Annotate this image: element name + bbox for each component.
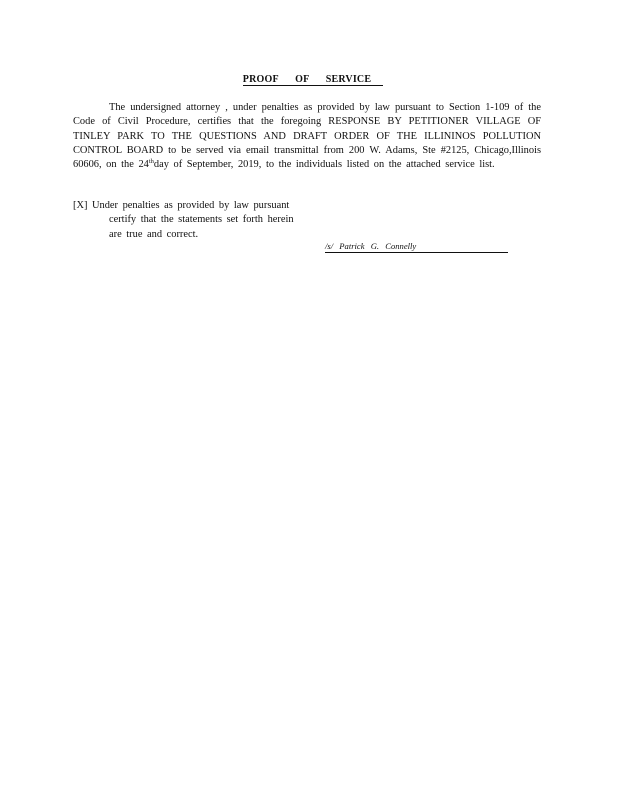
certification-line-3: are true and correct. xyxy=(109,228,199,240)
document-title-wrapper xyxy=(0,74,618,86)
certification-line-1: [X] Under penalties as provided by law pursuant xyxy=(73,200,290,211)
proof-paragraph-text: The undersigned attorney , under penalties as provided by law pursuant to Section 1-109 of the Code of Civil Procedure, certifies that the foregoing RESPONSE BY PETITIONER VILLAGE OF TINLEY PARK TO THE QUESTIONS AND DRAFT ORDER OF THE ILLININOS POLLUTION CONTROL BOARD to be served via email transmittal from 200 W. Adams, Ste #2125, Chicago,Illinois 60606, on the 24 xyxy=(73,102,541,171)
certification-block xyxy=(73,199,305,242)
proof-paragraph-text-end: day of September, 2019, to the individuals listed on the attached service list. xyxy=(153,159,495,171)
signature-line: /s/ Patrick G. Connelly xyxy=(325,240,508,253)
document-title: PROOF OF SERVICE xyxy=(243,74,383,86)
certification-line-2: certify that the statements set forth herein xyxy=(109,214,294,226)
date-ordinal-suffix: th xyxy=(148,158,154,166)
proof-paragraph xyxy=(73,101,541,172)
